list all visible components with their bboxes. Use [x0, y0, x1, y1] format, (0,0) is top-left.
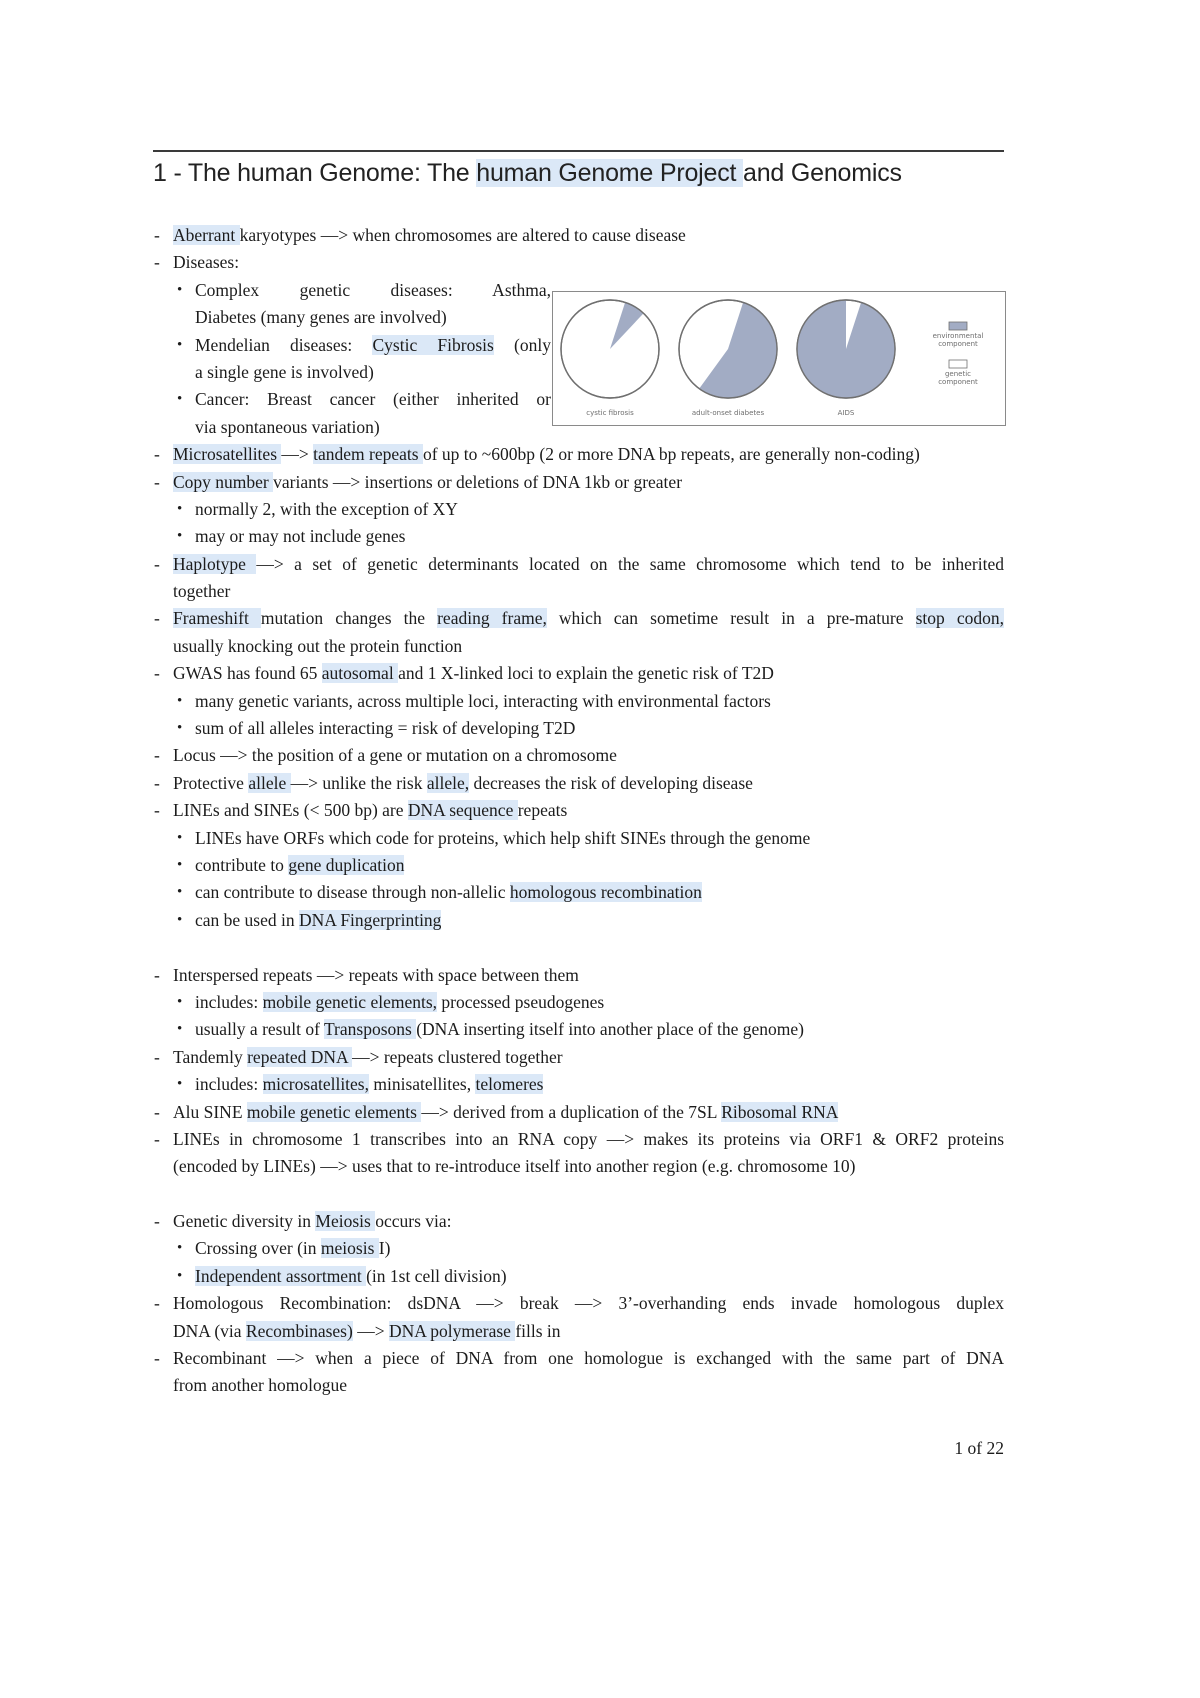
text-run: (in 1st cell division)	[366, 1265, 507, 1286]
blank-line	[153, 934, 1004, 961]
dash-item	[153, 1345, 1004, 1372]
bullet-marker: •	[177, 281, 183, 298]
text-run: (DNA inserting itself into another place of the genome)	[416, 1019, 805, 1040]
text-run: Cancer: Breast cancer (either inherited or	[195, 389, 551, 410]
bullet-marker: •	[177, 1076, 183, 1093]
highlighted-term: Frameshift	[173, 608, 261, 629]
bullet-marker: •	[177, 1240, 183, 1257]
pie-1-label: adult-onset diabetes	[691, 409, 765, 417]
text-run: —>	[352, 1320, 389, 1341]
text-run: and 1 X-linked loci to explain the genetic risk of T2D	[398, 663, 774, 684]
text-run: Alu SINE	[173, 1101, 247, 1122]
highlighted-term: tandem repeats	[313, 444, 423, 465]
text-run: occurs via:	[375, 1211, 452, 1232]
text-run: Protective	[173, 772, 249, 793]
bullet-marker: •	[177, 1267, 183, 1284]
text-run: Tandemly	[173, 1046, 248, 1067]
continuation-line	[153, 1153, 1004, 1180]
dash-marker: -	[154, 225, 160, 245]
text-run: DNA (via	[173, 1320, 246, 1341]
dash-marker: -	[154, 471, 160, 492]
dash-item	[153, 222, 1004, 249]
text-run: Genetic diversity in	[173, 1211, 316, 1232]
text-run: Crossing over (in	[195, 1238, 321, 1259]
highlighted-term: meiosis	[320, 1238, 379, 1259]
dash-item	[153, 1044, 1004, 1071]
text-run: variants —> insertions or deletions of DNA 1kb or greater	[273, 471, 683, 492]
text-run: decreases the risk of developing disease	[469, 772, 753, 793]
text-run: Locus —> the position of a gene or mutation on a chromosome	[173, 745, 617, 766]
bullet-marker: •	[177, 720, 183, 737]
text-run: karyotypes —> when chromosomes are altered to cause disease	[239, 225, 686, 245]
highlighted-term: reading frame,	[437, 608, 547, 629]
dash-marker: -	[154, 1101, 160, 1122]
dash-marker: -	[154, 444, 160, 465]
title-highlight: human Genome Project	[476, 159, 744, 187]
highlighted-term: Haplotype	[173, 553, 257, 574]
bullet-marker: •	[177, 884, 183, 901]
text-run: via spontaneous variation)	[195, 416, 380, 437]
text-run: Mendelian diseases:	[195, 334, 373, 355]
highlighted-term: DNA Fingerprinting	[299, 909, 442, 930]
bullet-marker: •	[177, 856, 183, 873]
pie-0-label: cystic fibrosis	[586, 409, 634, 417]
bullet-item	[153, 277, 551, 304]
text-run: from another homologue	[173, 1375, 347, 1396]
text-run: which can sometime result in a pre-mature	[546, 608, 916, 629]
text-run: minisatellites,	[369, 1074, 476, 1095]
continuation-line	[153, 1318, 1004, 1345]
title-suffix: and Genomics	[743, 159, 902, 187]
dash-item	[153, 770, 1004, 797]
text-run: I)	[378, 1238, 391, 1259]
text-run: Homologous Recombination: dsDNA —> break —> 3’-overhanding ends invade homologous duplex	[173, 1293, 1004, 1314]
continuation-line	[153, 359, 551, 386]
text-run: usually a result of	[195, 1019, 324, 1040]
text-run: LINEs have ORFs which code for proteins, which help shift SINEs through the genome	[195, 827, 811, 848]
continuation-line	[153, 633, 1004, 660]
text-run: usually knocking out the protein function	[173, 635, 463, 656]
dash-marker: -	[154, 252, 160, 273]
bullet-item	[153, 1235, 1004, 1262]
highlighted-term: Transposons	[323, 1019, 417, 1040]
highlighted-term: Meiosis	[315, 1211, 376, 1232]
text-run: normally 2, with the exception of XY	[195, 498, 458, 519]
dash-item	[153, 605, 1004, 632]
dash-item	[153, 249, 1004, 276]
highlighted-term: DNA polymerase	[388, 1320, 516, 1341]
genetic-environmental-figure	[552, 291, 1006, 426]
highlighted-term: allele	[248, 772, 291, 793]
legend-environmental-swatch	[949, 322, 967, 330]
text-run: Diseases:	[173, 252, 240, 273]
text-run: processed pseudogenes	[437, 991, 605, 1012]
bullet-item	[153, 989, 1004, 1016]
highlighted-term: Ribosomal RNA	[721, 1101, 839, 1122]
bullet-marker: •	[177, 500, 183, 517]
bullet-marker: •	[177, 336, 183, 353]
dash-marker: -	[154, 800, 160, 821]
bullet-marker: •	[177, 391, 183, 408]
text-run: LINEs and SINEs (< 500 bp) are	[173, 800, 408, 821]
highlighted-term: stop codon,	[915, 608, 1004, 629]
bullet-item	[153, 1016, 1004, 1043]
dash-marker: -	[154, 745, 160, 766]
continuation-line	[153, 414, 551, 441]
continuation-line	[153, 1372, 1004, 1399]
text-run: Recombinant —> when a piece of DNA from one homologue is exchanged with the same part of DNA	[173, 1348, 1004, 1369]
bullet-marker: •	[177, 692, 183, 709]
text-run: includes:	[195, 991, 263, 1012]
pie-2-label: AIDS	[837, 409, 855, 417]
highlighted-term: Recombinases)	[245, 1320, 353, 1341]
dash-item	[153, 797, 1004, 824]
page-title	[153, 159, 902, 188]
highlighted-term: Copy number	[173, 471, 274, 492]
dash-item	[153, 1099, 1004, 1126]
highlighted-term: Aberrant	[173, 225, 240, 245]
bullet-item	[153, 852, 1004, 879]
continuation-line	[153, 578, 1004, 605]
highlighted-term: repeated DNA	[247, 1046, 353, 1067]
text-run: LINEs in chromosome 1 transcribes into an RNA copy —> makes its proteins via ORF1 & ORF2 proteins	[173, 1128, 1004, 1149]
dash-item	[153, 441, 1004, 468]
text-run: a single gene is involved)	[195, 361, 374, 382]
header-rule	[153, 150, 1004, 152]
text-run: —> unlike the risk	[290, 772, 427, 793]
bullet-item	[153, 715, 1004, 742]
text-run: —> derived from a duplication of the 7SL	[421, 1101, 722, 1122]
dash-marker: -	[154, 608, 160, 629]
highlighted-term: mobile genetic elements,	[262, 991, 438, 1012]
bullet-marker: •	[177, 993, 183, 1010]
highlighted-term: Independent assortment	[195, 1265, 367, 1286]
blank-line	[153, 1181, 1004, 1208]
dash-marker: -	[154, 1293, 160, 1314]
text-run: sum of all alleles interacting = risk of developing T2D	[195, 718, 576, 739]
text-run: can be used in	[195, 909, 299, 930]
bullet-marker: •	[177, 911, 183, 928]
bullet-item	[153, 879, 1004, 906]
bullet-marker: •	[177, 1021, 183, 1038]
dash-marker: -	[154, 772, 160, 793]
bullet-item	[153, 1263, 1004, 1290]
dash-item	[153, 742, 1004, 769]
pie-charts	[553, 292, 1005, 425]
title-prefix: 1 - The human Genome: The	[153, 159, 477, 187]
highlighted-term: DNA sequence	[407, 800, 518, 821]
bullet-item	[153, 907, 1004, 934]
text-run: repeats	[517, 800, 568, 821]
text-run: can contribute to disease through non-allelic	[195, 882, 510, 903]
continuation-line	[153, 304, 551, 331]
dash-marker: -	[154, 1046, 160, 1067]
text-run: —> a set of genetic determinants located on the same chromosome which tend to be inherited	[256, 553, 1004, 574]
highlighted-term: Cystic Fibrosis	[372, 334, 494, 355]
highlighted-term: telomeres	[475, 1074, 544, 1095]
bullet-marker: •	[177, 829, 183, 846]
dash-marker: -	[154, 1128, 160, 1149]
bullet-item	[153, 688, 1004, 715]
dash-marker: -	[154, 553, 160, 574]
dash-item	[153, 469, 1004, 496]
text-run: (only	[493, 334, 551, 355]
text-run: includes:	[195, 1074, 263, 1095]
text-run: mutation changes the	[260, 608, 438, 629]
text-run: contribute to	[195, 854, 289, 875]
highlighted-term: Microsatellites	[173, 444, 282, 465]
text-run: Diabetes (many genes are involved)	[195, 307, 447, 328]
bullet-marker: •	[177, 528, 183, 545]
text-run: many genetic variants, across multiple loci, interacting with environmental factors	[195, 690, 771, 711]
dash-item	[153, 1126, 1004, 1153]
text-run: GWAS has found 65	[173, 663, 322, 684]
dash-item	[153, 551, 1004, 578]
text-run: together	[173, 581, 231, 602]
bullet-item	[153, 332, 551, 359]
bullet-item	[153, 523, 1004, 550]
page-number: 1 of 22	[954, 1438, 1004, 1458]
text-run: may or may not include genes	[195, 526, 406, 547]
dash-marker: -	[154, 1348, 160, 1369]
highlighted-term: mobile genetic elements	[246, 1101, 422, 1122]
bullet-item	[153, 825, 1004, 852]
text-run: Complex genetic diseases: Asthma,	[195, 279, 551, 300]
highlighted-term: microsatellites,	[262, 1074, 369, 1095]
bullet-item	[153, 496, 1004, 523]
dash-item	[153, 962, 1004, 989]
highlighted-term: allele,	[426, 772, 470, 793]
highlighted-term: homologous recombination	[509, 882, 702, 903]
text-run: of up to ~600bp (2 or more DNA bp repeats, are generally non-coding)	[422, 444, 920, 465]
dash-item	[153, 660, 1004, 687]
text-run: —> repeats clustered together	[352, 1046, 563, 1067]
dash-item	[153, 1290, 1004, 1317]
legend-environmental-label: environmental component	[932, 332, 984, 348]
text-run: fills in	[515, 1320, 561, 1341]
text-run: —>	[281, 444, 314, 465]
dash-marker: -	[154, 663, 160, 684]
bullet-item	[153, 386, 551, 413]
legend-genetic-swatch	[949, 360, 967, 368]
highlighted-term: gene duplication	[288, 854, 405, 875]
dash-marker: -	[154, 964, 160, 985]
text-run: Interspersed repeats —> repeats with space between them	[173, 964, 579, 985]
bullet-item	[153, 1071, 1004, 1098]
highlighted-term: autosomal	[321, 663, 399, 684]
dash-item	[153, 1208, 1004, 1235]
dash-marker: -	[154, 1211, 160, 1232]
legend-genetic-label: genetic component	[938, 370, 978, 386]
text-run: (encoded by LINEs) —> uses that to re-introduce itself into another region (e.g. chromosome 10)	[173, 1156, 856, 1177]
